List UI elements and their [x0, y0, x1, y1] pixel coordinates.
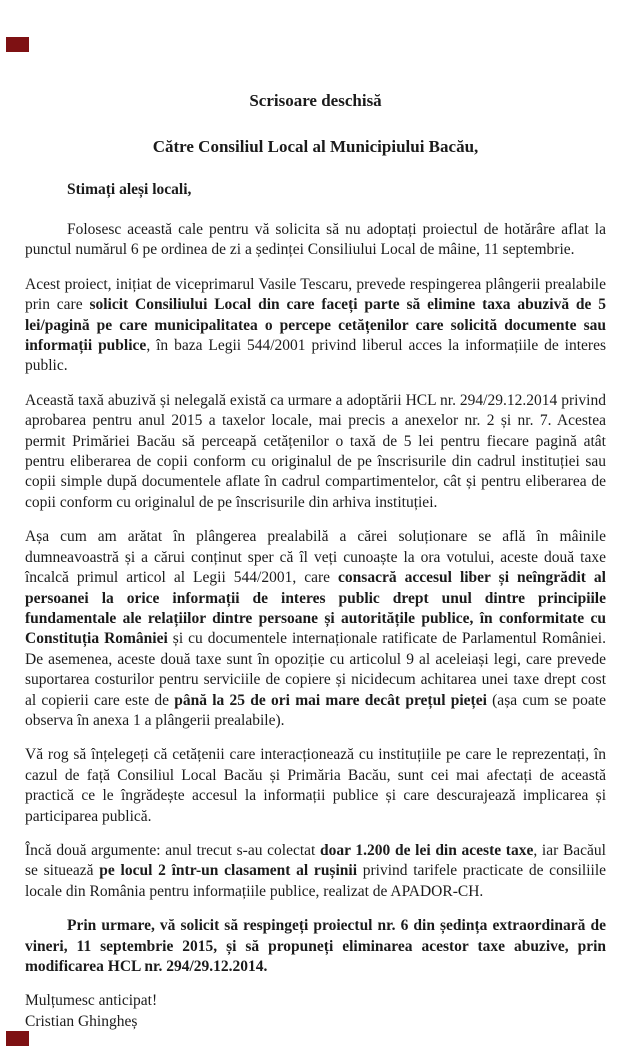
paragraph — [25, 916, 606, 977]
text-run: , în baza Legii 544/2001 privind liberul acces la informațiile de interes public. — [25, 337, 606, 375]
corner-mark-top — [6, 37, 29, 52]
paragraph — [25, 275, 606, 377]
paragraph — [25, 391, 606, 513]
text-run: Folosesc această cale pentru vă solicita să nu adoptați proiectul de hotărâre aflat la punctul numărul 6 pe ordinea de zi a ședinței Consiliului Local de mâine, 11 septembrie. — [25, 221, 606, 259]
text-run: Această taxă abuzivă și nelegală există ca urmare a adoptării HCL nr. 294/29.12.2014 privind aprobarea pentru anul 2015 a taxelor locale, mai precis a anexelor nr. 2 și nr. 7. Acestea permit Primăriei Bacău să perceapă cetățenilor o taxă de 5 lei pentru fiecare pagină atât pentru eliberarea de copii conform cu originalul de pe înscrisurile din cadrul instituției sau copii simple după documentele aflate în cadrul compartimentelor, cât și pentru eliberarea de copii conform cu originalul de pe înscrisurile din arhiva instituției. — [25, 391, 606, 511]
paragraph — [25, 745, 606, 827]
bold-text-run: solicit Consiliului Local din care faceți parte să elimine taxa abuzivă de 5 lei/pagină pe care municipalitatea o percepe cetățenilor care solicită documente sau informații publice — [25, 296, 606, 355]
bold-text-run: consacră accesul liber și neîngrădit al persoanei la orice informații de interes public drept unul dintre principiile fundamentale ale relațiilor dintre persoane și autoritățile publice, în conformitate cu Constituția României — [25, 569, 606, 648]
paragraph — [25, 220, 606, 261]
corner-mark-bottom — [6, 1031, 29, 1046]
text-run: privind tarifele practicate de consiliile locale din România pentru informațiile publice, realizat de APADOR-CH. — [25, 862, 607, 900]
text-run: Așa cum am arătat în plângerea prealabilă a cărei soluționare se află în mâinile dumneavoastră și a cărui conținut sper că îl veți cunoaște la ora votului, aceste două taxe încalcă primul articol al Legii 544/2001, care — [25, 528, 606, 587]
salutation: Stimați aleși locali, — [67, 181, 192, 198]
bold-text-run: doar 1.200 de lei din aceste taxe — [320, 841, 534, 859]
text-run: Încă două argumente: anul trecut s-au colectat — [25, 841, 320, 859]
text-run: Acest proiect, inițiat de viceprimarul Vasile Tescaru, prevede respingerea plângerii prealabile prin care — [25, 275, 606, 314]
text-run: (așa cum se poate observa în anexa 1 a plângerii prealabile). — [25, 691, 606, 729]
signature-name: Cristian Ghingheș — [25, 1012, 138, 1030]
paragraphs — [25, 220, 606, 977]
paragraph — [25, 841, 606, 902]
bold-text-run: pe locul 2 într-un clasament al rușinii — [99, 862, 358, 880]
bold-text-run: până la 25 de ori mai mare decât prețul pieței — [174, 691, 487, 709]
letter-subtitle: Către Consiliul Local al Municipiului Bacău, — [152, 137, 479, 156]
paragraph — [25, 527, 606, 731]
text-run: Vă rog să înțelegeți că cetățenii care interacționează cu instituțiile pe care le reprezentați, în cazul de față Consiliul Local Bacău și Primăria Bacău, sunt cei mai afectați de această practică ce le îngrădește accesul la informații publice și care descurajează implicarea și participarea publică. — [25, 746, 606, 825]
letter-title: Scrisoare deschisă — [249, 91, 382, 110]
closing-thanks: Mulțumesc anticipat! — [25, 992, 158, 1010]
text-run: , iar Bacăul se situează — [25, 841, 606, 880]
bold-text-run: Prin urmare, vă solicit să respingeți proiectul nr. 6 din ședința extraordinară de vineri, 11 septembrie 2015, și să propuneți eliminarea acestor taxe abuzive, prin modificarea HCL nr. 294/29.12.2014. — [25, 917, 606, 975]
text-run: și cu documentele internaționale ratificate de Parlamentul României. De asemenea, aceste două taxe sunt în opoziție cu articolul 9 al aceleiași legi, care prevede suportarea costurilor pentru serviciile de copiere și nicidecum achitarea unei taxe drept cost al copierii care este de — [25, 630, 606, 709]
